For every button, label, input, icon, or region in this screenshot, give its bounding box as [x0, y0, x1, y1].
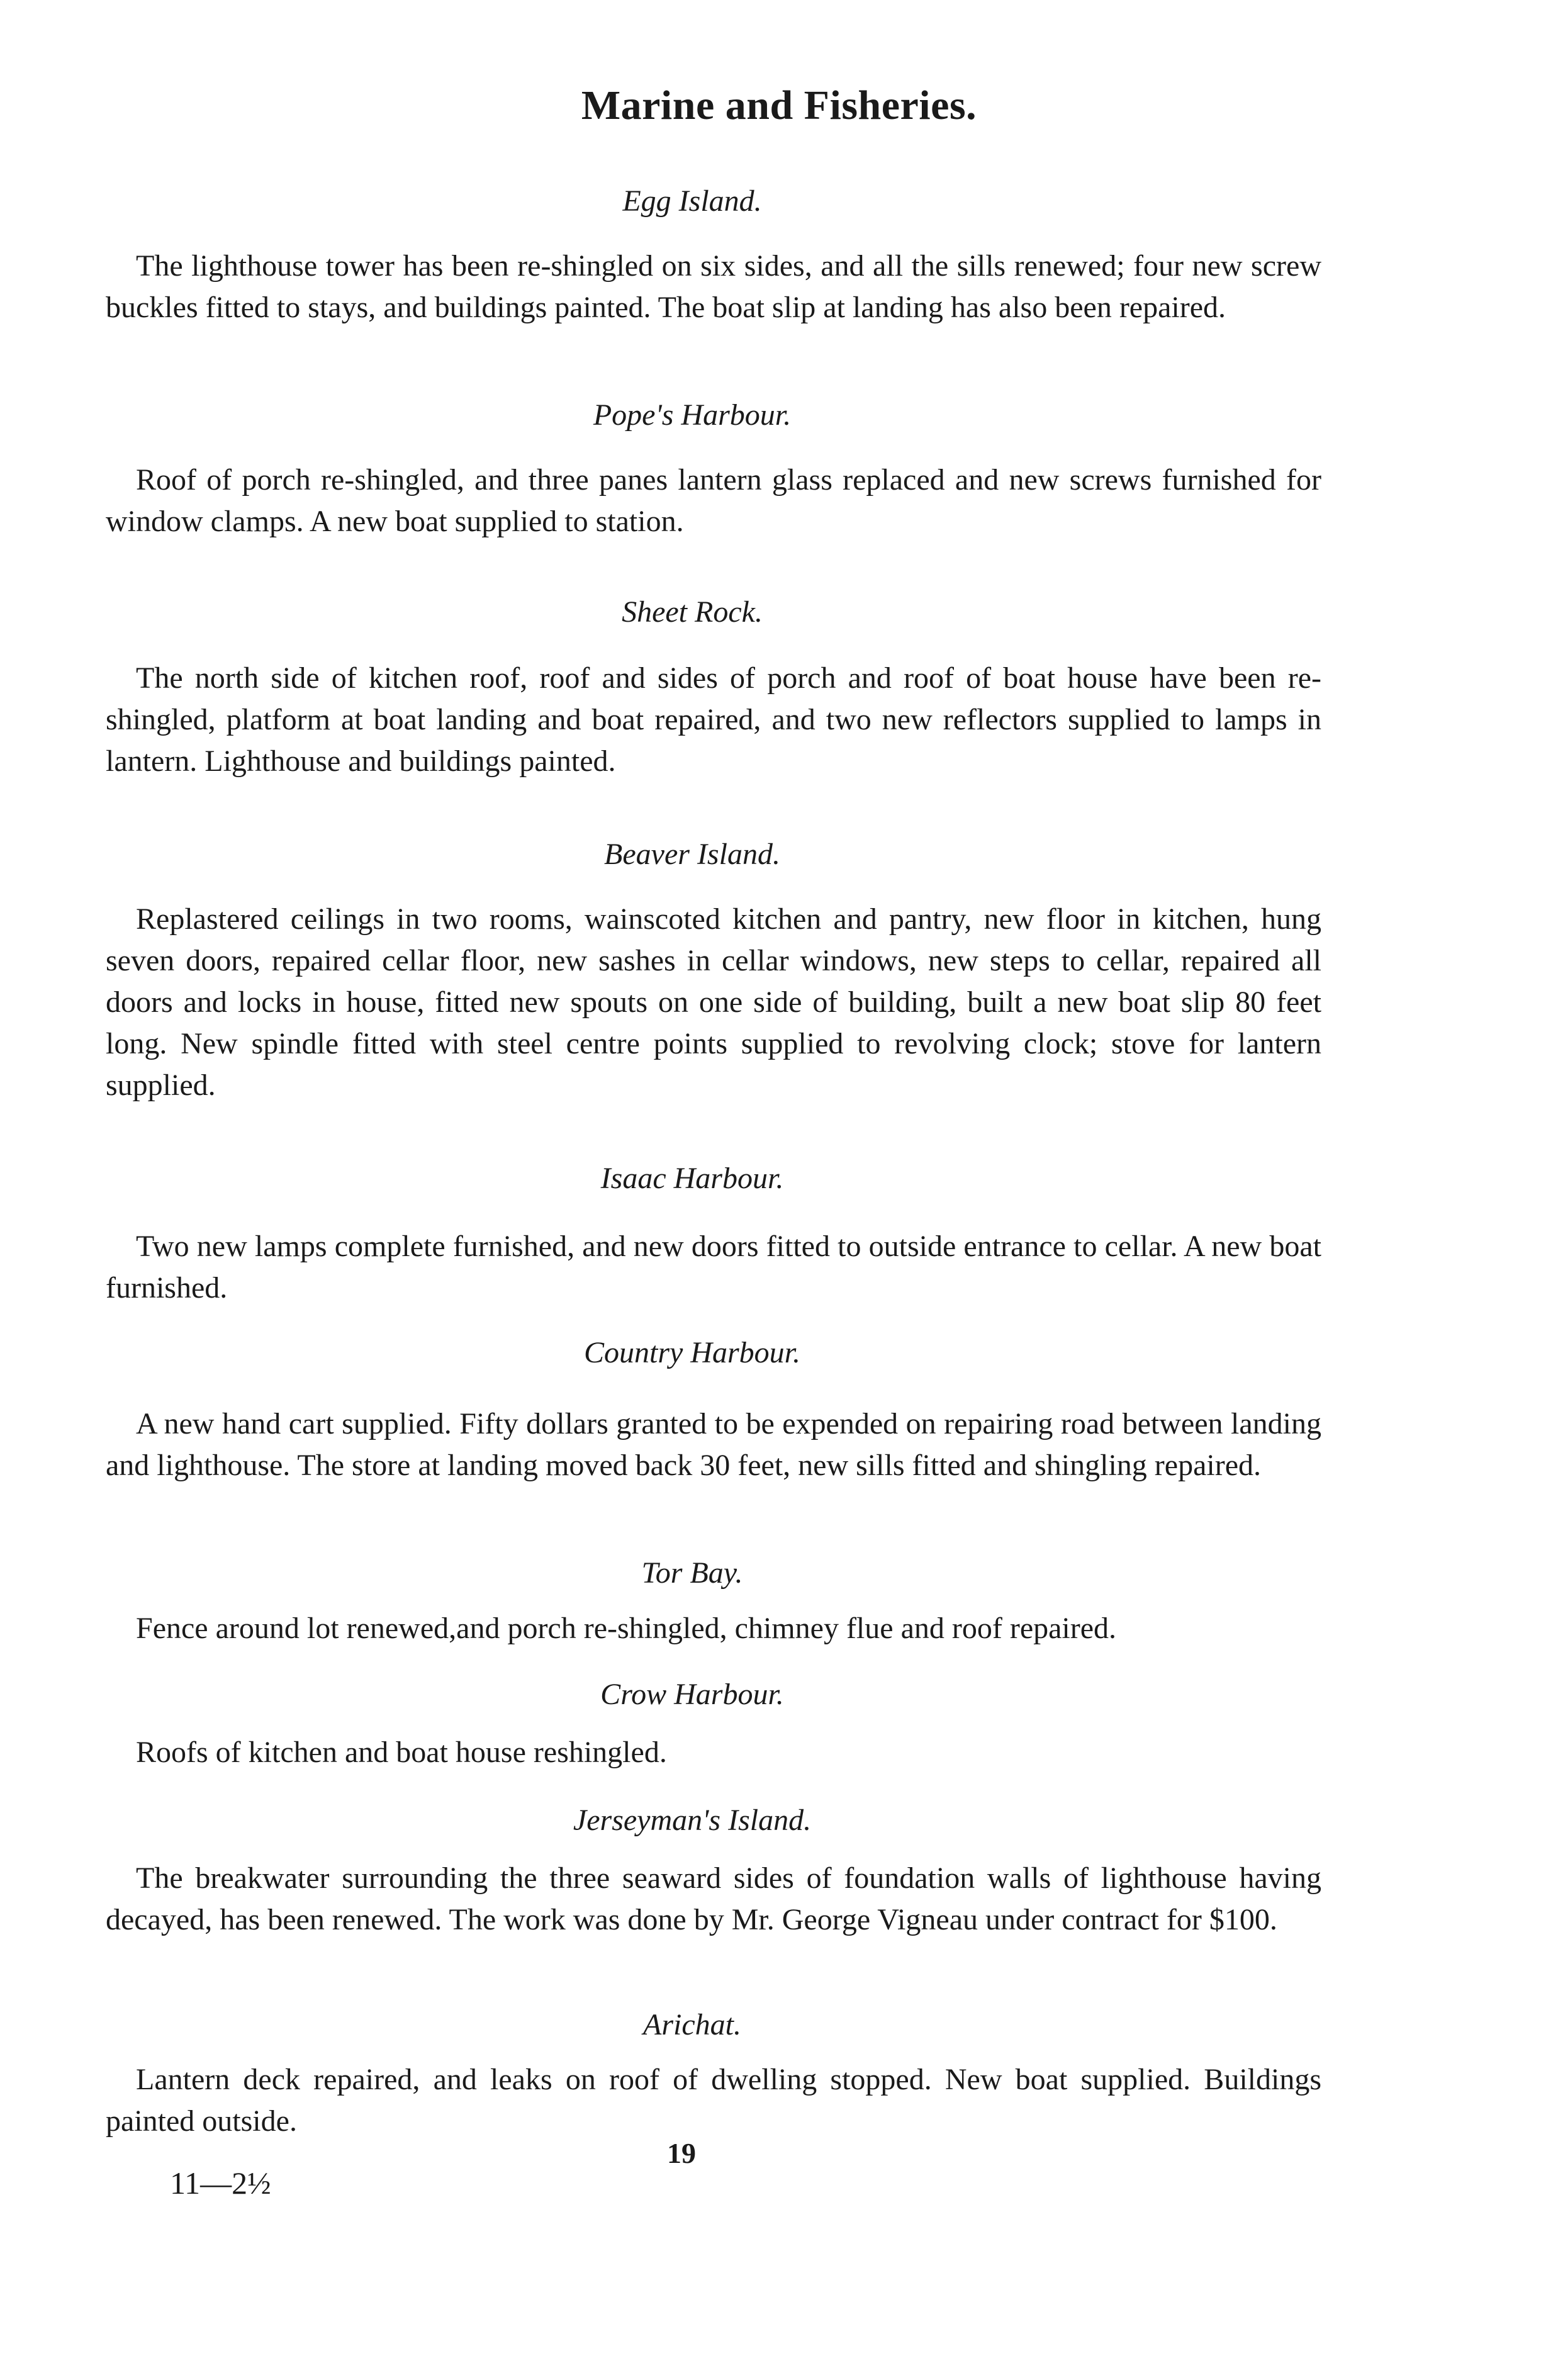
section-text-jerseymans-island: The breakwater surrounding the three seaward sides of foundation walls of lighthouse having decayed, has been renewed. The work was done by Mr. George Vigneau under contract for $100.: [106, 1861, 1321, 1936]
section-text-arichat: Lantern deck repaired, and leaks on roof of dwelling stopped. New boat supplied. Buildings painted outside.: [106, 2063, 1321, 2138]
section-heading-jerseymans-island: Jerseyman's Island.: [573, 1804, 812, 1837]
section-heading-tor-bay: Tor Bay.: [641, 1556, 743, 1590]
section-heading-egg-island: Egg Island.: [622, 184, 762, 218]
page-number: 19: [667, 2137, 696, 2169]
section-heading-arichat: Arichat.: [643, 2008, 741, 2041]
section-text-isaac-harbour: Two new lamps complete furnished, and new doors fitted to outside entrance to cellar. A new boat furnished.: [106, 1230, 1321, 1305]
section-heading-beaver-island: Beaver Island.: [604, 838, 780, 871]
section-text-egg-island: The lighthouse tower has been re-shingled on six sides, and all the sills renewed; four new screw buckles fitted to stays, and buildings painted. The boat slip at landing has also been repaired.: [106, 249, 1321, 324]
section-text-beaver-island: Replastered ceilings in two rooms, wainscoted kitchen and pantry, new floor in kitchen, hung seven doors, repaired cellar floor, new sashes in cellar windows, new steps to cellar, repaired all doors and locks in house, fitted new spouts on one side of building, built a new boat slip 80 feet long. New spindle fitted with steel centre points supplied to revolving clock; stove for lantern supplied.: [106, 902, 1321, 1102]
section-heading-sheet-rock: Sheet Rock.: [622, 595, 763, 629]
section-heading-popes-harbour: Pope's Harbour.: [593, 398, 792, 432]
page-title: Marine and Fisheries.: [581, 82, 977, 128]
signature-mark: 11—2½: [170, 2165, 271, 2201]
section-text-popes-harbour: Roof of porch re-shingled, and three panes lantern glass replaced and new screws furnished for window clamps. A new boat supplied to station.: [106, 463, 1321, 538]
section-text-crow-harbour: Roofs of kitchen and boat house reshingled.: [136, 1736, 667, 1769]
section-heading-crow-harbour: Crow Harbour.: [600, 1678, 784, 1711]
section-text-tor-bay: Fence around lot renewed,and porch re-shingled, chimney flue and roof repaired.: [136, 1612, 1117, 1645]
section-heading-isaac-harbour: Isaac Harbour.: [600, 1162, 784, 1195]
section-text-country-harbour: A new hand cart supplied. Fifty dollars granted to be expended on repairing road between landing and lighthouse. The store at landing moved back 30 feet, new sills fitted and shingling repaired.: [106, 1407, 1321, 1482]
section-text-sheet-rock: The north side of kitchen roof, roof and sides of porch and roof of boat house have been re-shingled, platform at boat landing and boat repaired, and two new reflectors supplied to lamps in lantern. Lighthouse and buildings painted.: [106, 661, 1321, 778]
section-heading-country-harbour: Country Harbour.: [583, 1336, 801, 1369]
